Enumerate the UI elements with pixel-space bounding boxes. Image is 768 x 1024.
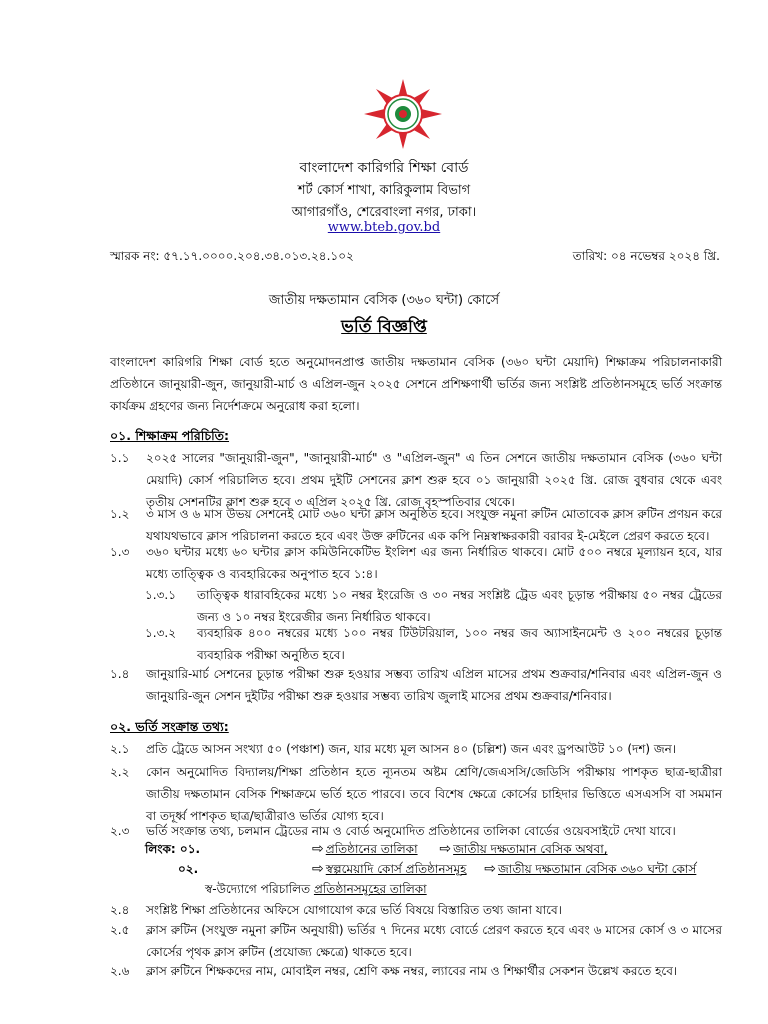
memo-date: তারিখ: ০৪ নভেম্বর ২০২৪ খ্রি. bbox=[572, 249, 720, 263]
arrow-right-icon: ⇨ bbox=[484, 861, 496, 877]
short-course-institutions-link[interactable]: স্বল্পমেয়াদি কোর্স প্রতিষ্ঠানসমূহ bbox=[325, 862, 467, 876]
notice-subject: জাতীয় দক্ষতামান বেসিক (৩৬০ ঘন্টা) কোর্সে bbox=[268, 293, 500, 308]
item-text: ৩ মাস ও ৬ মাস উভয় সেশনেই মোট ৩৬০ ঘন্টা ক্লাস অনুষ্ঠিত হবে। সংযুক্ত নমুনা রুটিন মোতাবেক ক্লাস রুটিন প্রণয়ন করে যথাযথভাবে ক্লাস পরিচালনা করতে হবে এবং উক্ত রুটিনের এক কপি নিম্নস্বাক্ষরকারী বরাবর ই-মেইলে প্রেরণ করতে হবে। bbox=[146, 507, 722, 543]
basic-360-course-link[interactable]: জাতীয় দক্ষতামান বেসিক ৩৬০ ঘন্টা কোর্স bbox=[498, 862, 697, 876]
link-label-2-text: ০২. bbox=[178, 862, 199, 876]
board-name: বাংলাদেশ কারিগরি শিক্ষা বোর্ড bbox=[299, 160, 469, 176]
intro-paragraph: বাংলাদেশ কারিগরি শিক্ষা বোর্ড হতে অনুমোদনপ্রাপ্ত জাতীয় দক্ষতামান বেসিক (৩৬০ ঘন্টা মেয়াদি) শিক্ষাক্রম পরিচালনাকারী প্রতিষ্ঠানে জানুয়ারী-জুন, জানুয়ারী-মার্চ ও এপ্রিল-জুন ২০২৫ সেশনে প্রশিক্ষণার্থী ভর্তির জন্য সংশ্লিষ্ট প্রতিষ্ঠানসমূহে ভর্তি সংক্রান্ত কার্যক্রম গ্রহণের জন্য নির্দেশক্রমে অনুরোধ করা হলো। bbox=[110, 355, 722, 413]
link-label-2 bbox=[178, 859, 198, 879]
memo-number: স্মারক নং: ৫৭.১৭.০০০০.২০৪.৩৪.০১৩.২৪.১০২ bbox=[110, 249, 354, 263]
list-item bbox=[110, 899, 722, 921]
item-number: ২.৪ bbox=[110, 903, 130, 917]
link-row-2 bbox=[312, 859, 696, 879]
item-number: ২.১ bbox=[110, 742, 130, 756]
subitem-number: ১.৩.১ bbox=[145, 588, 177, 602]
item-text: ক্লাস রুটিন (সংযুক্ত নমুনা রুটিন অনুযায়ী) ভর্তির ৭ দিনের মধ্যে বোর্ডে প্রেরণ করতে হবে এবং ৬ মাসের কোর্স ও ৩ মাসের কোর্সের পৃথক ক্লাস রুটিন (প্রযোজ্য ক্ষেত্রে) থাকতে হবে। bbox=[146, 923, 722, 959]
section-1-heading: ০১. শিক্ষাক্রম পরিচিতি: bbox=[110, 428, 230, 443]
item-number: ২.৩ bbox=[110, 824, 130, 838]
list-item bbox=[110, 960, 722, 982]
item-number: ১.২ bbox=[110, 507, 130, 521]
item-text: ২০২৫ সালের "জানুয়ারী-জুন", "জানুয়ারী-মার্চ" ও "এপ্রিল-জুন" এ তিন সেশনে জাতীয় দক্ষতামান বেসিক (৩৬০ ঘন্টা মেয়াদি) কোর্স পরিচালিত হবে। প্রথম দুইটি সেশনের ক্লাশ শুরু হবে ০১ জানুয়ারী ২০২৫ খ্রি. রোজ বুধবার থেকে এবং তৃতীয় সেশনটির ক্লাশ শুরু হবে ৩ এপ্রিল ২০২৫ খ্রি. রোজ বৃহস্পতিবার থেকে। bbox=[146, 451, 722, 509]
subitem-number: ১.৩.২ bbox=[145, 626, 177, 640]
item-text: কোন অনুমোদিত বিদ্যালয়/শিক্ষা প্রতিষ্ঠান হতে ন্যূনতম অষ্টম শ্রেণি/জেএসসি/জেডিসি পরীক্ষায় পাশকৃত ছাত্র-ছাত্রীরা জাতীয় দক্ষতামান বেসিক শিক্ষাক্রমে ভর্তি হতে পারবে। তবে বিশেষ ক্ষেত্রে কোর্সের চাহিদার ভিত্তিতে এসএসসি বা সমমান বা তদূর্ধ্ব পাশকৃত ছাত্র/ছাত্রীরাও ভর্তির যোগ্য হবে। bbox=[146, 765, 722, 823]
sub-list-item bbox=[145, 622, 722, 666]
list-item bbox=[110, 738, 722, 760]
website-link[interactable]: www.bteb.gov.bd bbox=[327, 220, 441, 235]
item-number: ২.৫ bbox=[110, 923, 130, 937]
arrow-right-icon: ⇨ bbox=[439, 841, 452, 857]
item-text: ৩৬০ ঘন্টার মধ্যে ৬০ ঘন্টার ক্লাস কমিউনিকেটিভ ইংলিশ এর জন্য নির্ধারিত থাকবে। মোট ৫০০ নম্বরে মূল্যায়ন হবে, যার মধ্যে তাত্ত্বিক ও ব্যবহারিকের অনুপাত হবে ১:৪। bbox=[146, 545, 722, 581]
section-2-heading: ০২. ভর্তি সংক্রান্ত তথ্য: bbox=[110, 719, 229, 734]
office-address: আগারগাঁও, শেরেবাংলা নগর, ঢাকা। bbox=[291, 205, 477, 220]
department-name: শর্ট কোর্স শাখা, কারিকুলাম বিভাগ bbox=[297, 183, 471, 198]
item-number: ১.৩ bbox=[110, 545, 130, 559]
list-item bbox=[110, 663, 722, 707]
institution-list-link[interactable]: প্রতিষ্ঠানের তালিকা bbox=[325, 842, 418, 856]
list-item bbox=[110, 761, 722, 827]
subitem-text: ব্যবহারিক ৪০০ নম্বরের মধ্যে ১০০ নম্বর টিউটরিয়াল, ১০০ নম্বর জব অ্যাসাইনমেন্ট ও ২০০ নম্বরের চূড়ান্ত ব্যবহারিক পরীক্ষা অনুষ্ঠিত হবে। bbox=[197, 626, 722, 662]
arrow-right-icon: ⇨ bbox=[312, 841, 324, 857]
list-item bbox=[110, 541, 722, 585]
link-label-1-text: লিংক: ০১. bbox=[145, 842, 201, 856]
link-row-1 bbox=[312, 839, 608, 859]
self-initiated-label: স্ব-উদ্যোগে পরিচালিত bbox=[205, 882, 311, 896]
national-skill-basic-link[interactable]: জাতীয় দক্ষতামান বেসিক অথবা, bbox=[453, 842, 608, 856]
link-label-1 bbox=[145, 839, 200, 859]
item-number: ১.১ bbox=[110, 451, 130, 465]
self-initiated-institutions-link[interactable]: প্রতিষ্ঠানসমূহের তালিকা bbox=[313, 882, 427, 896]
item-number: ২.২ bbox=[110, 765, 130, 779]
item-text: ক্লাস রুটিনে শিক্ষকদের নাম, মোবাইল নম্বর, শ্রেণি কক্ষ নম্বর, ল্যাবের নাম ও শিক্ষার্থীর সেকশন উল্লেখ করতে হবে। bbox=[146, 964, 678, 978]
arrow-right-icon: ⇨ bbox=[312, 861, 324, 877]
list-item bbox=[110, 919, 722, 963]
bteb-logo bbox=[363, 78, 443, 150]
item-text: জানুয়ারি-মার্চ সেশনের চূড়ান্ত পরীক্ষা শুরু হওয়ার সম্ভব্য তারিখ এপ্রিল মাসের প্রথম শুক্রবার/শনিবার এবং এপ্রিল-জুন ও জানুয়ারি-জুন সেশন দুইটির পরীক্ষা শুরু হওয়ার সম্ভব্য তারিখ জুলাই মাসের প্রথম শুক্রবার/শনিবার। bbox=[146, 667, 722, 703]
item-text: সংশ্লিষ্ট শিক্ষা প্রতিষ্ঠানের অফিসে যোগাযোগ করে ভর্তি বিষয়ে বিস্তারিত তথ্য জানা যাবে। bbox=[146, 903, 562, 917]
website-row bbox=[0, 220, 768, 235]
item-number: ১.৪ bbox=[110, 667, 130, 681]
subitem-text: তাত্ত্বিক ধারাবহিকের মধ্যে ১০ নম্বর ইংরেজি ও ৩০ নম্বর সংশ্লিষ্ট ট্রেড এবং চূড়ান্ত পরীক্ষায় ৫০ নম্বর ট্রেডের জন্য ও ১০ নম্বর ইংরেজীর জন্য নির্ধারিত থাকবে। bbox=[197, 588, 722, 624]
item-number: ২.৬ bbox=[110, 964, 130, 978]
item-text: প্রতি ট্রেডে আসন সংখ্যা ৫০ (পঞ্চাশ) জন, যার মধ্যে মূল আসন ৪০ (চল্লিশ) জন এবং ড্রপআউট ১০ (দশ) জন। bbox=[146, 742, 677, 756]
notice-title: ভর্তি বিজ্ঞপ্তি bbox=[341, 317, 427, 337]
link-row-3 bbox=[205, 879, 427, 899]
item-text: ভর্তি সংক্রান্ত তথ্য, চলমান ট্রেডের নাম ও বোর্ড অনুমোদিত প্রতিষ্ঠানের তালিকা বোর্ডের ওয়েবসাইটে দেখা যাবে। bbox=[146, 824, 676, 838]
